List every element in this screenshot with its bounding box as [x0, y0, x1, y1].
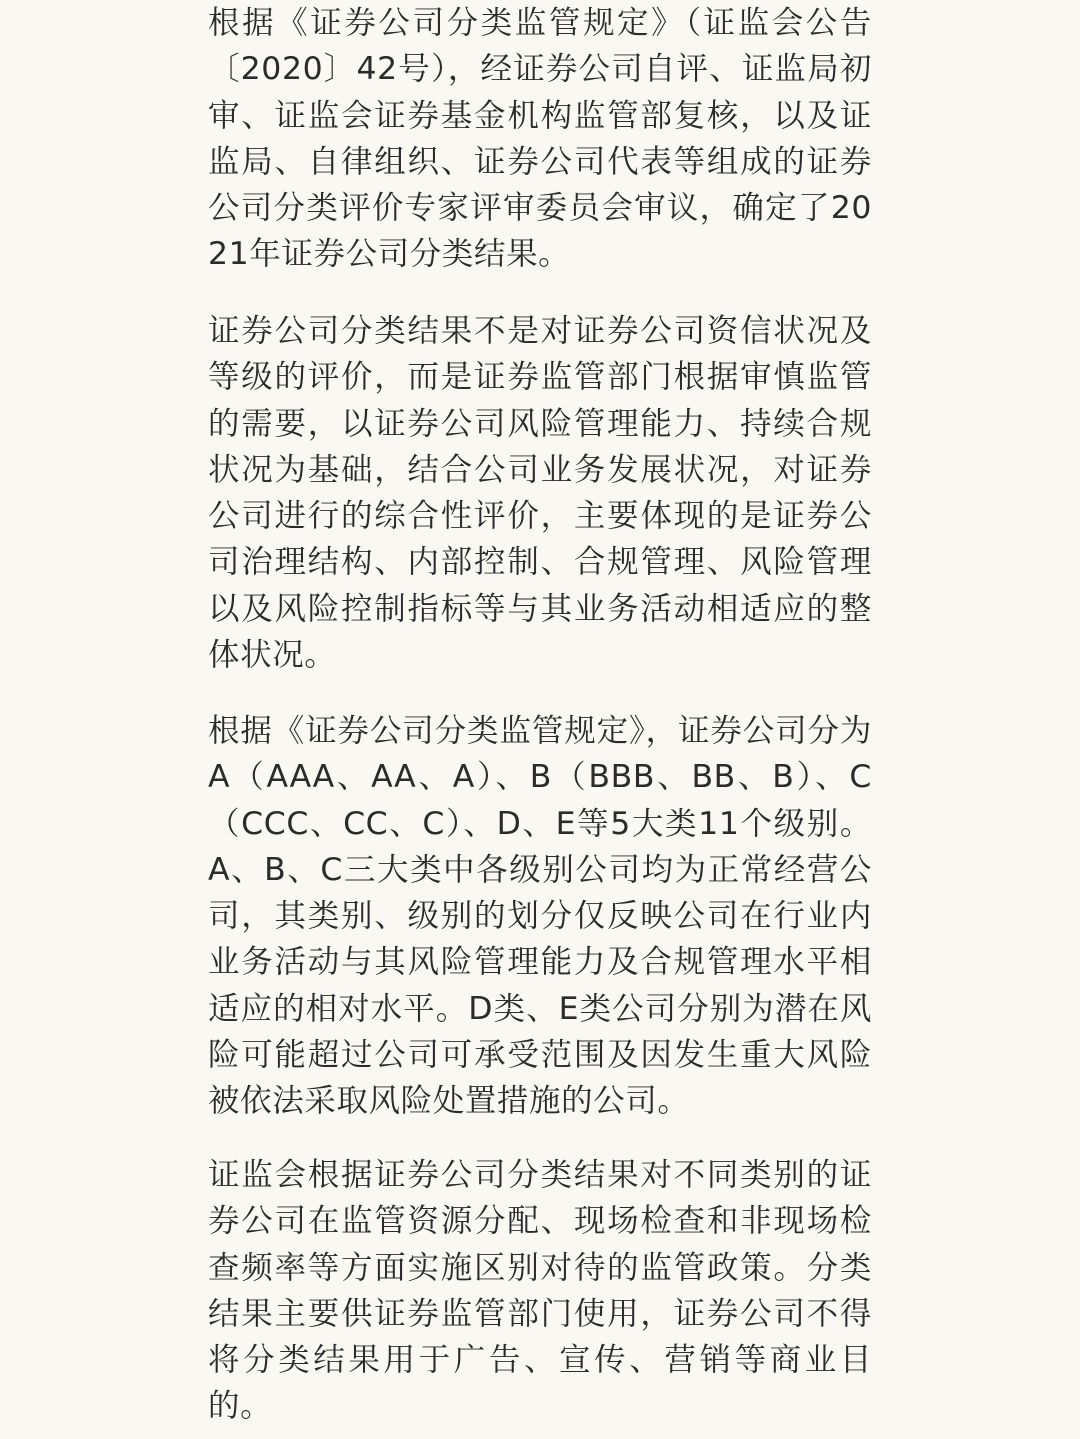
paragraph-classification-meaning: 证券公司分类结果不是对证券公司资信状况及等级的评价，而是证券监管部门根据审慎监管的需要，以证券公司风险管理能力、持续合规状况为基础，结合公司业务发展状况，对证券公司进行的综合性评价，主要体现的是证券公司治理结构、内部控制、合规管理、风险管理以及风险控制指标等与其业务活动相适应的整体状况。 — [208, 313, 872, 674]
paragraph-classification-levels: 根据《证券公司分类监管规定》，证券公司分为A（AAA、AA、A）、B（BBB、BB、B）、C（CCC、CC、C）、D、E等5大类11个级别。A、B、C三大类中各级别公司均为正常经营公司，其类别、级别的划分仅反映公司在行业内业务活动与其风险管理能力及合规管理水平相适应的相对水平。D类、E类公司分别为潜在风险可能超过公司可承受范围及因发生重大风险被依法采取风险处置措施的公司。 — [208, 713, 872, 1120]
paragraph-regulation-basis: 根据《证券公司分类监管规定》（证监会公告〔2020〕42号），经证券公司自评、证监局初审、证监会证券基金机构监管部复核，以及证监局、自律组织、证券公司代表等组成的证券公司分类评价专家评审委员会审议，确定了2021年证券公司分类结果。 — [208, 5, 872, 273]
paragraph-regulatory-use: 证监会根据证券公司分类结果对不同类别的证券公司在监管资源分配、现场检查和非现场检查频率等方面实施区别对待的监管政策。分类结果主要供证券监管部门使用，证券公司不得将分类结果用于广告、宣传、营销等商业目的。 — [208, 1157, 872, 1425]
